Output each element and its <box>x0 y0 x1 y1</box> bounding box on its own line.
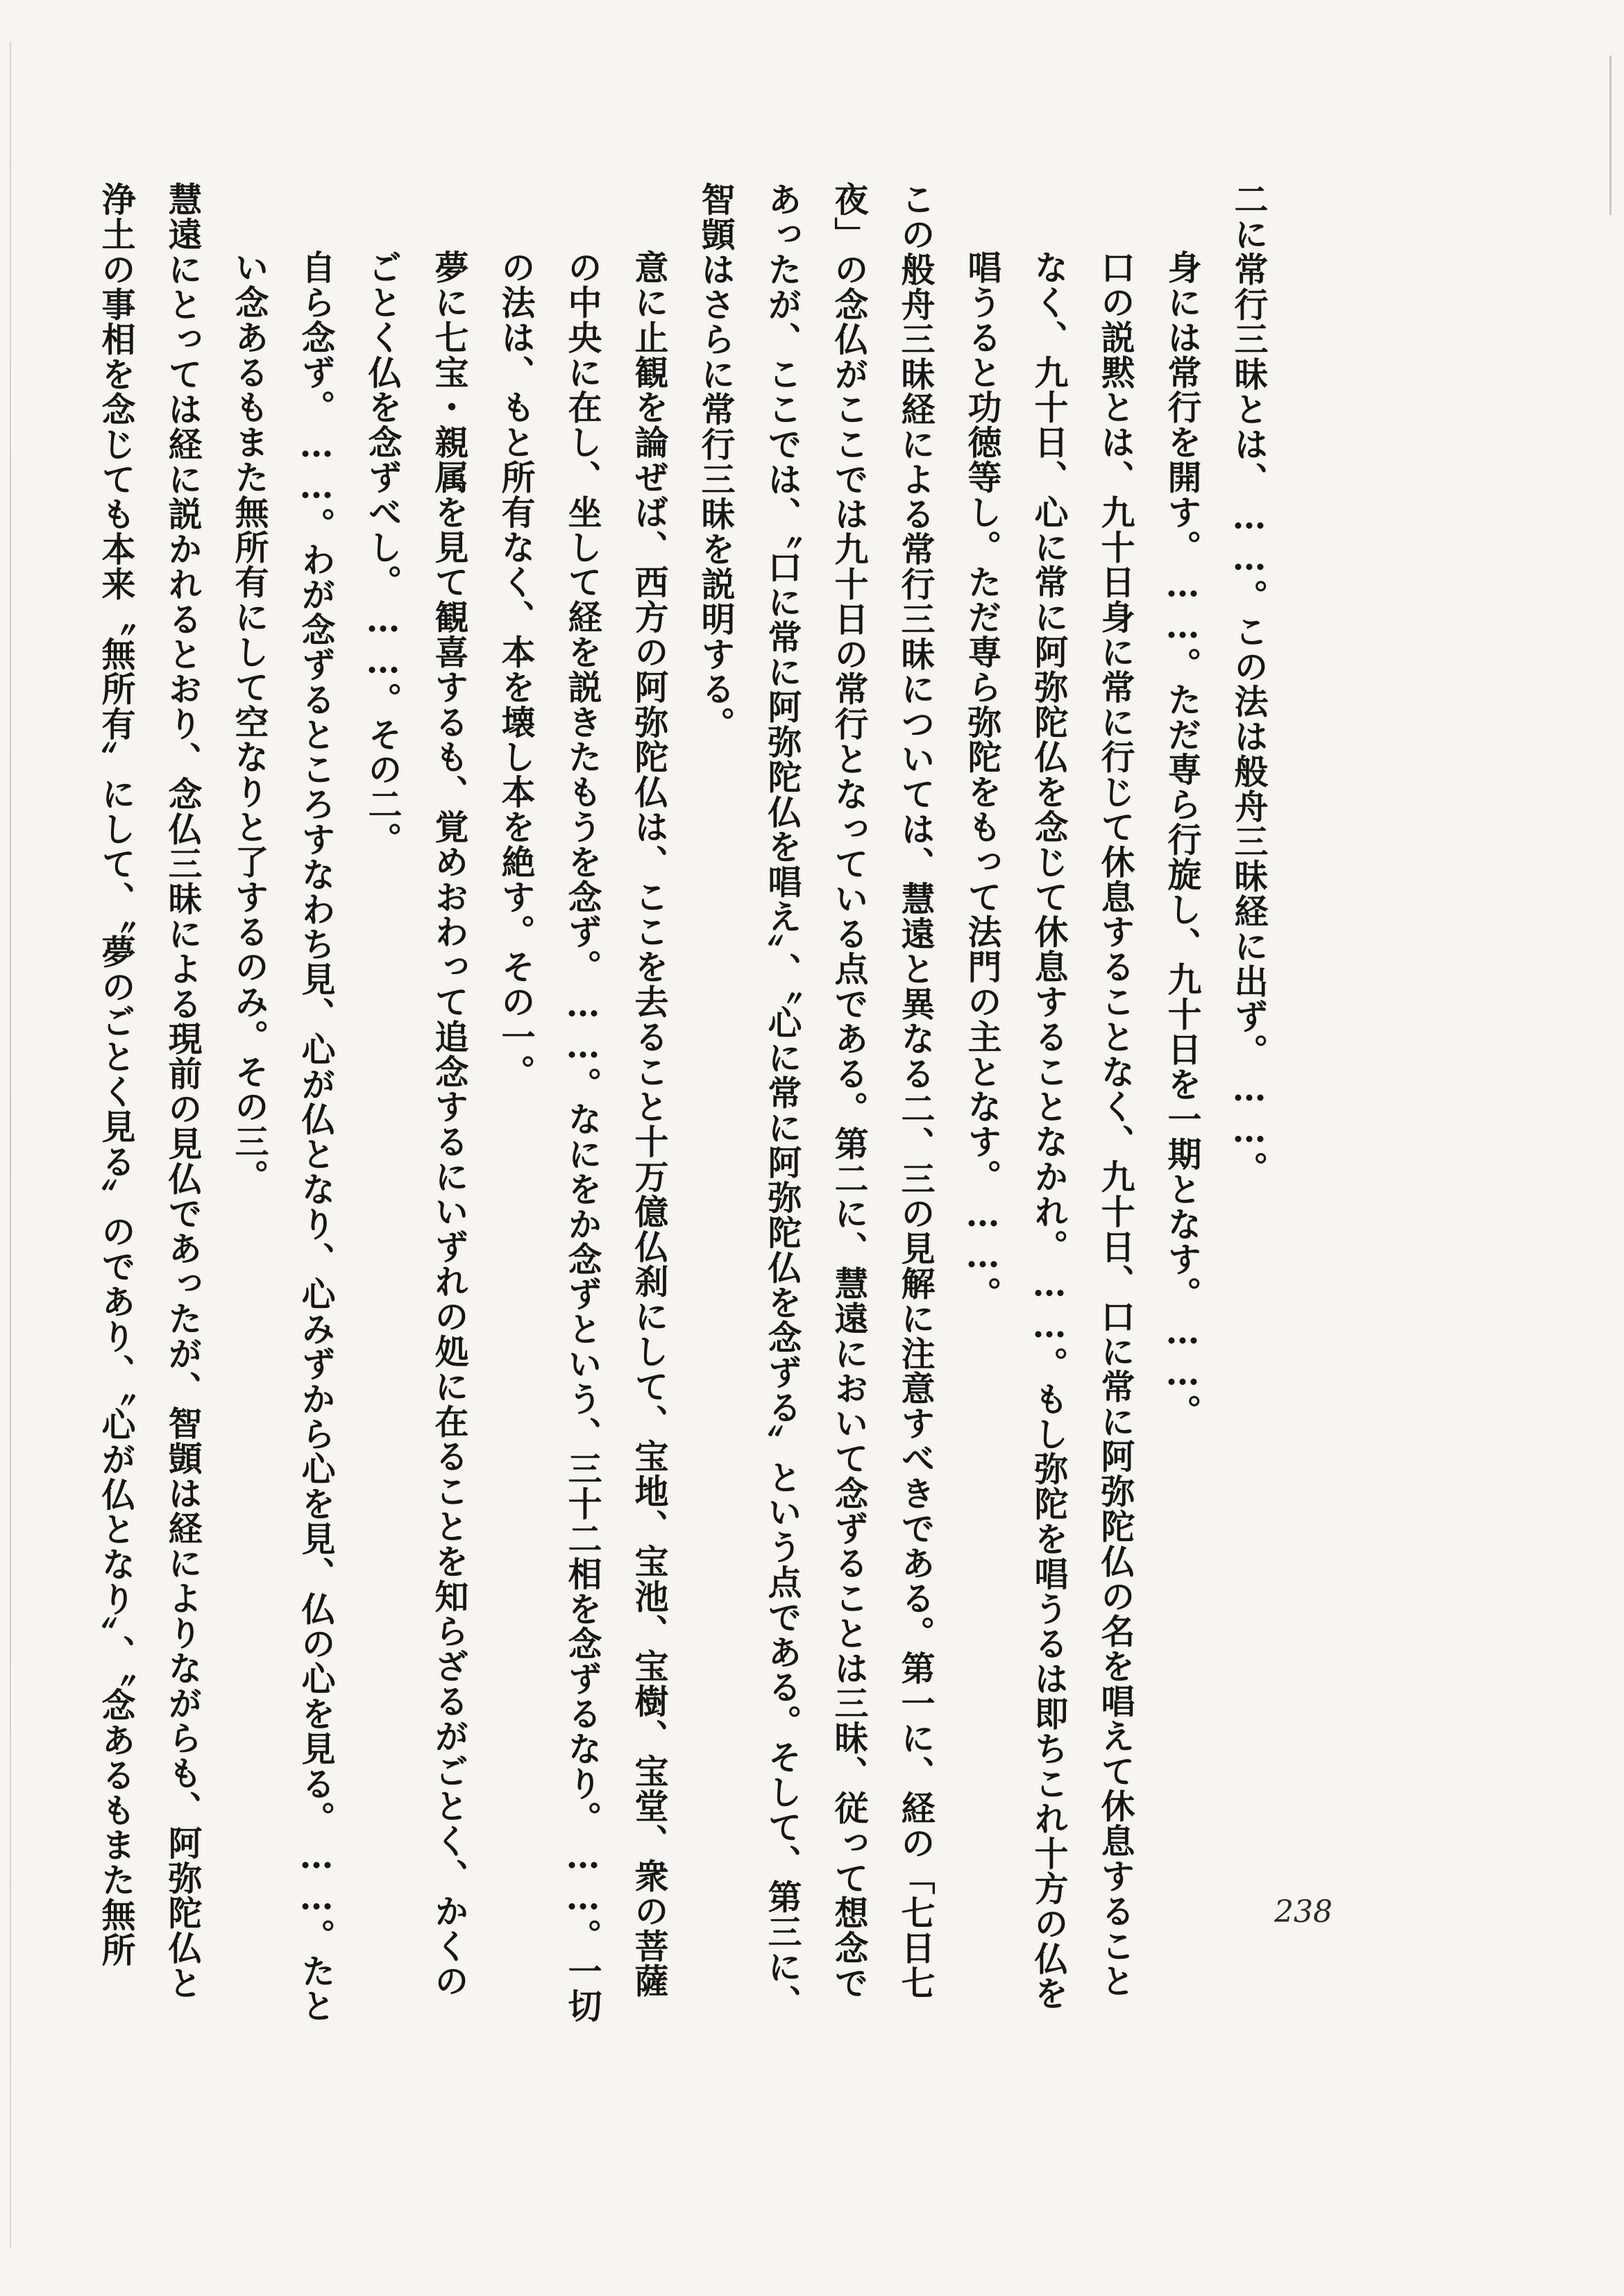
edge-mark <box>1609 56 1612 215</box>
text-column-1: 二に常行三昧とは、……。この法は般舟三昧経に出ず。……。 <box>1229 182 1269 1187</box>
text-column-6: この般舟三昧経による常行三昧については、慧遠と異なる二、三の見解に注意すべきである。第一に、経の「七日七 <box>896 182 936 2000</box>
text-column-2: 身には常行を開す。……。ただ専ら行旋し、九十日を一期となす。……。 <box>1162 250 1203 1429</box>
vertical-text-block <box>96 182 1270 2055</box>
text-column-17: 慧遠にとっては経に説かれるとおり、念仏三昧による現前の見仏であったが、智顗は経によりながらも、阿弥陀仏と <box>163 182 203 2000</box>
text-column-5: 唱うると功徳等し。ただ専ら弥陀をもって法門の主となす。……。 <box>963 250 1003 1311</box>
text-column-18: 浄土の事相を念じても本来〝無所有〟にして、〝夢のごとく見る〟のであり、〝心が仏となり〟、〝念あるもまた無所 <box>96 182 137 1968</box>
text-column-9: 智顗はさらに常行三昧を説明する。 <box>696 182 736 742</box>
page-number: 238 <box>1274 1894 1333 1930</box>
text-column-15: 自ら念ず。……。わが念ずるところすなわち見、心が仏となり、心みずから心を見、仏の心を見る。……。たと <box>296 250 337 2023</box>
text-column-4: なく、九十日、心に常に阿弥陀仏を念じて休息することなかれ。……。もし弥陀を唱うるは即ちこれ十方の仏を <box>1029 250 1069 2011</box>
text-column-11: の中央に在し、坐して経を説きたもうを念ず。……。なにをか念ずという、三十二相を念ずるなり。……。一切 <box>563 250 603 2023</box>
text-column-3: 口の説黙とは、九十日身に常に行じて休息することなく、九十日、口に常に阿弥陀仏の名を唱えて休息すること <box>1096 250 1136 1998</box>
text-column-10: 意に止観を論ぜば、西方の阿弥陀仏は、ここを去ること十万億仏刹にして、宝地、宝池、宝樹、宝堂、衆の菩薩 <box>629 250 670 1998</box>
text-column-12: の法は、もと所有なく、本を壊し本を絶す。その一。 <box>496 250 536 1089</box>
text-column-8: あったが、ここでは、〝口に常に阿弥陀仏を唱え〟、〝心に常に阿弥陀仏を念ずる〟という点である。そして、第三に、 <box>763 182 803 2020</box>
text-column-7: 夜」の念仏がここでは九十日の常行となっている点である。第二に、慧遠において念ずることは三昧、従って想念で <box>829 182 870 2000</box>
text-column-13: 夢に七宝・親属を見て観喜するも、覚めおわって追念するにいずれの処に在ることを知らざるがごとく、かくの <box>430 250 470 1998</box>
text-column-16: い念あるもまた無所有にして空なりと了するのみ。その三。 <box>230 250 270 1194</box>
binding-edge <box>10 42 11 2248</box>
text-column-14: ごとく仏を念ずべし。……。その二。 <box>363 250 403 857</box>
